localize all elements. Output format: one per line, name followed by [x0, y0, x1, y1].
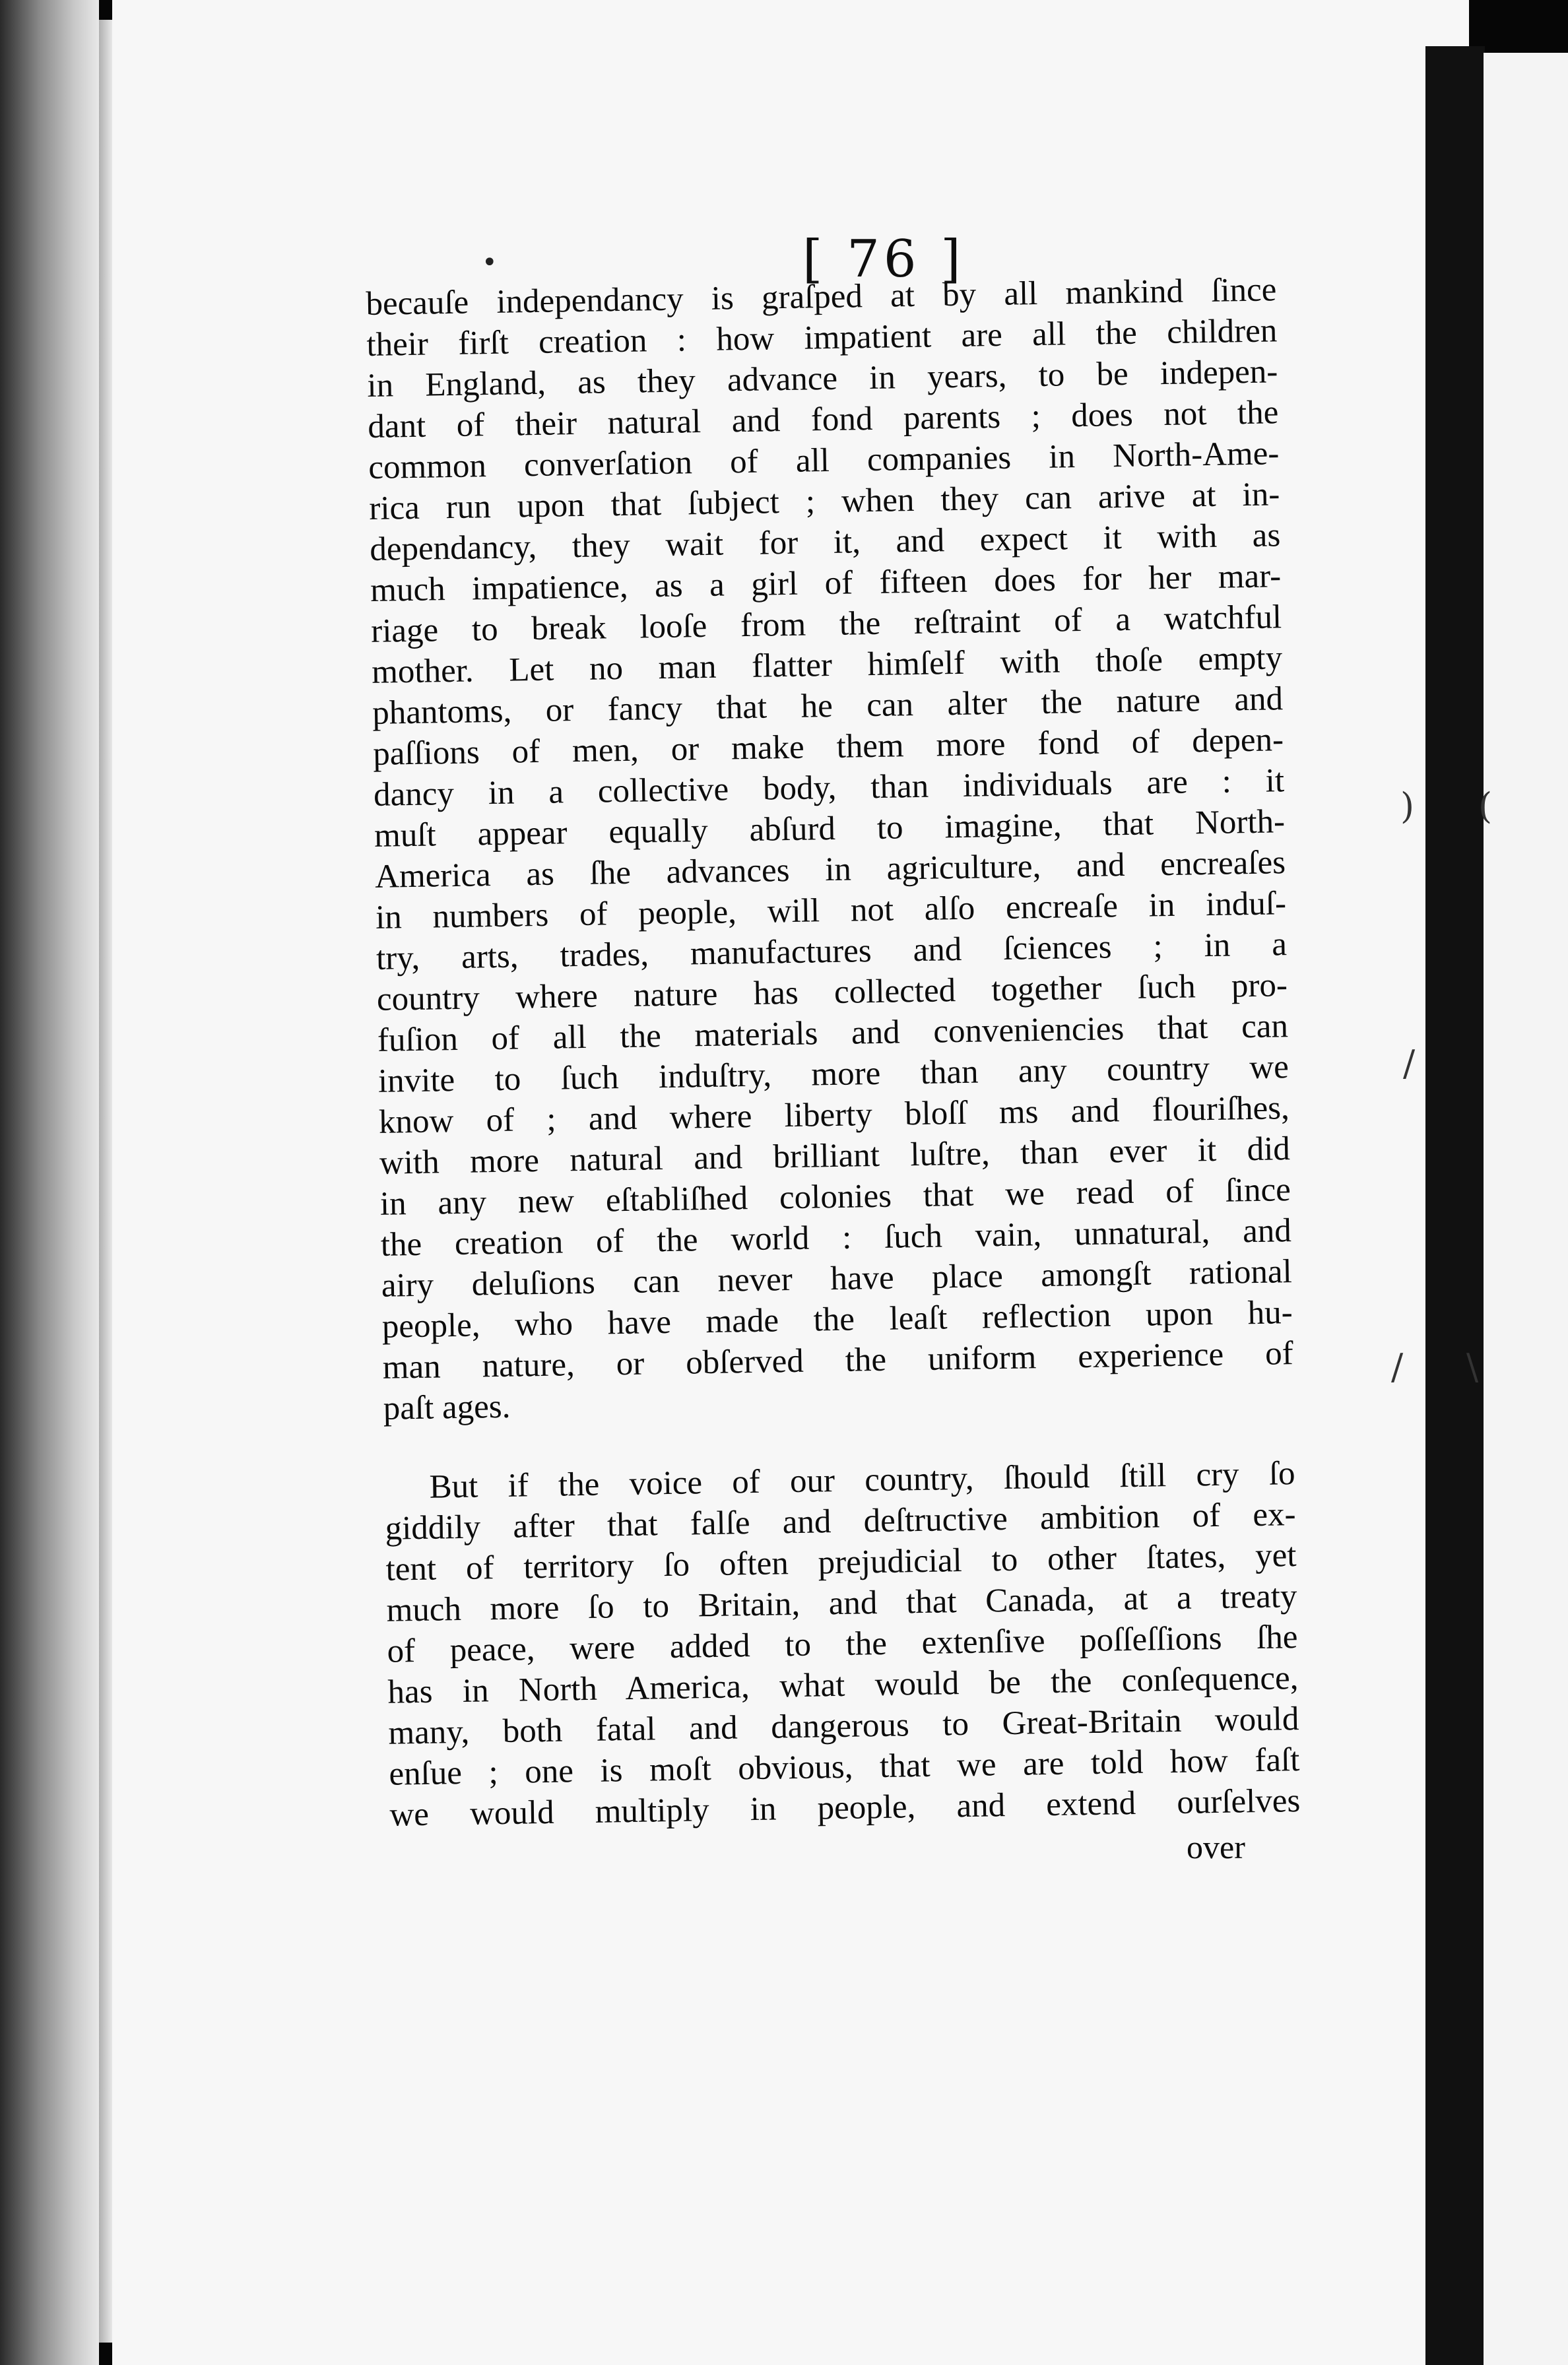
text-line: becauſe independancy is graſped at by all mankind ſince	[366, 271, 1277, 323]
text-line: we would multiply in people, and extend ourſelves	[389, 1782, 1301, 1834]
text-line: invite to ſuch induſtry, more than any country we	[377, 1049, 1290, 1100]
text-line: America as ſhe advances in agriculture, and encreaſes	[374, 844, 1286, 895]
text-line: riage to break looſe from the reſtraint of a watchful	[370, 599, 1282, 650]
page-number: [ 76 ]	[802, 230, 965, 289]
text-line: paſſions of men, or make them more fond of depen-	[372, 721, 1284, 773]
margin-mark: )	[1400, 785, 1415, 827]
text-line: fuſion of all the materials and conveniencies that can	[377, 1008, 1289, 1059]
margin-mark: /	[1391, 1346, 1404, 1388]
text-line: man nature, or obſerved the uniform experience of	[382, 1335, 1294, 1386]
catchword: over	[1187, 1829, 1245, 1865]
text-line: dant of their natural and fond parents ; does not the	[367, 394, 1279, 445]
text-line: much impatience, as a girl of fifteen does for her mar-	[370, 558, 1282, 609]
text-line: much more ſo to Britain, and that Canada, at a treaty	[386, 1578, 1297, 1629]
text-line: in numbers of people, will not alſo encreaſe in induſ-	[375, 885, 1287, 936]
paragraph-start-line: But if the voice of our country, ſhould ſtill cry ſo	[429, 1455, 1295, 1506]
text-line: giddily after that falſe and deſtructive ambition of ex-	[385, 1496, 1296, 1547]
text-line: with more natural and brilliant luſtre, than ever it did	[379, 1130, 1291, 1182]
gutter-shadow	[1425, 46, 1485, 2365]
text-line: their firſt creation : how impatient are all the children	[366, 312, 1278, 364]
text-line: people, who have made the leaſt reflection upon hu-	[381, 1294, 1293, 1345]
margin-mark: (	[1478, 785, 1493, 827]
text-line: mother. Let no man flatter himſelf with thoſe empty	[371, 639, 1283, 691]
text-line: many, both fatal and dangerous to Great-Britain would	[388, 1701, 1299, 1752]
facing-page-edge	[1484, 53, 1568, 2365]
margin-mark: \	[1466, 1346, 1479, 1388]
text-line: tent of territory ſo often prejudicial to other ſtates, yet	[385, 1537, 1297, 1588]
text-line: paſt ages.	[383, 1388, 511, 1427]
margin-mark: /	[1403, 1043, 1416, 1084]
text-line: dancy in a collective body, than individuals are : it	[373, 762, 1285, 814]
text-line: common converſation of all companies in North-Ame-	[368, 435, 1280, 486]
text-line: the creation of the world : ſuch vain, unnatural, and	[380, 1212, 1292, 1264]
left-binding-edge	[0, 0, 99, 2365]
body-text	[366, 269, 1301, 1835]
text-line: of peace, were added to the extenſive poſſeſſions ſhe	[387, 1619, 1298, 1670]
ink-dot: •	[482, 247, 498, 278]
text-line: in England, as they advance in years, to be indepen-	[366, 353, 1278, 405]
text-line: try, arts, trades, manufactures and ſciences ; in a	[376, 926, 1288, 977]
text-line: dependancy, they wait for it, and expect it with as	[369, 517, 1281, 568]
text-line: enſue ; one is moſt obvious, that we are told how faſt	[389, 1741, 1300, 1793]
text-line: has in North America, what would be the conſequence,	[387, 1660, 1299, 1711]
text-line: phantoms, or fancy that he can alter the nature and	[372, 680, 1284, 732]
text-line: in any new eſtabliſhed colonies that we read of ſince	[379, 1171, 1291, 1223]
text-line: muſt appear equally abſurd to imagine, that North-	[374, 803, 1286, 855]
text-line: country where nature has collected together ſuch pro-	[376, 967, 1288, 1018]
text-line: rica run upon that ſubject ; when they can arive at in-	[368, 476, 1280, 527]
text-line: know of ; and where liberty bloſſ ms and flouriſhes,	[378, 1089, 1290, 1141]
text-line: airy deluſions can never have place amongſt rational	[381, 1253, 1293, 1305]
